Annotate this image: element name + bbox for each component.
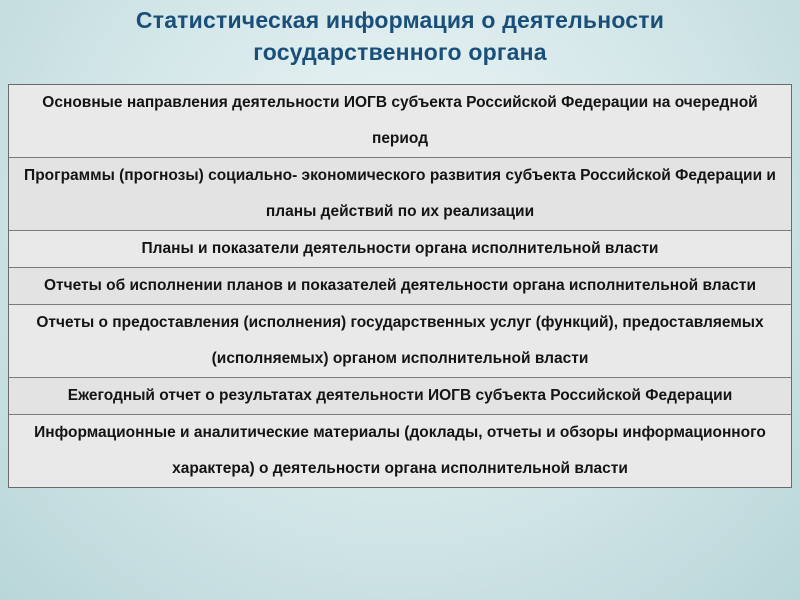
table-row-7: Информационные и аналитические материалы (доклады, отчеты и обзоры информационного характера) о деятельности органа исполнительной власти — [9, 415, 791, 487]
table-row-6: Ежегодный отчет о результатах деятельности ИОГВ субъекта Российской Федерации — [9, 378, 791, 415]
table-row-2: Программы (прогнозы) социально- экономического развития субъекта Российской Федерации и планы действий по их реализации — [9, 158, 791, 231]
info-table — [8, 84, 792, 488]
table-row-3: Планы и показатели деятельности органа исполнительной власти — [9, 231, 791, 268]
table-row-1: Основные направления деятельности ИОГВ субъекта Российской Федерации на очередной период — [9, 85, 791, 158]
page-title-line-1: Статистическая информация о деятельности — [135, 7, 665, 33]
table-row-4: Отчеты об исполнении планов и показателей деятельности органа исполнительной власти — [9, 268, 791, 305]
page-title — [0, 4, 800, 68]
table-row-5: Отчеты о предоставления (исполнения) государственных услуг (функций), предоставляемых (исполняемых) органом исполнительной власти — [9, 305, 791, 378]
page-title-line-2: государственного органа — [253, 39, 547, 65]
